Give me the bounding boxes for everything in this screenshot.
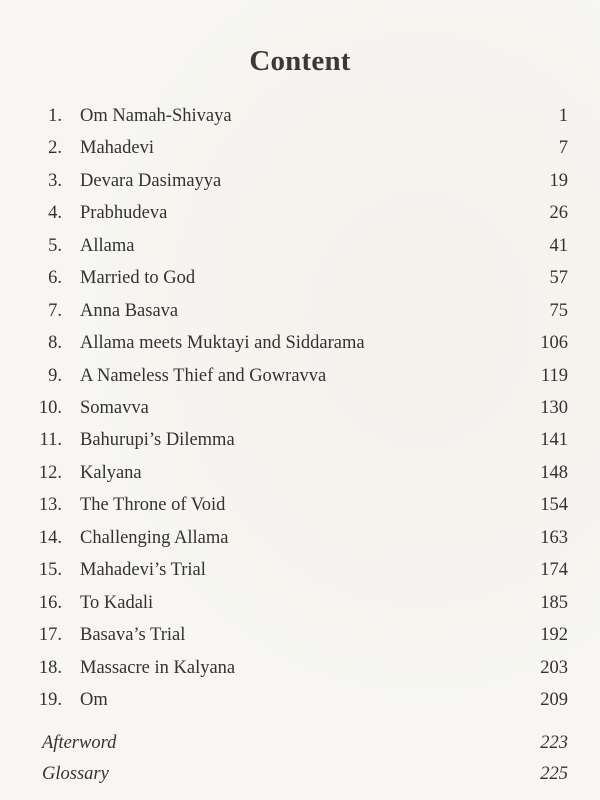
chapter-number: 10. [38, 398, 62, 418]
toc-entry [0, 427, 600, 453]
page-number: 75 [549, 301, 568, 321]
chapter-title: Kalyana [80, 463, 142, 483]
chapter-title: Om Namah-Shivaya [80, 106, 232, 126]
chapter-title: Om [80, 690, 108, 710]
page-number: 41 [549, 236, 568, 256]
chapter-number: 2. [48, 138, 62, 158]
chapter-title: A Nameless Thief and Gowravva [80, 366, 327, 386]
chapter-title: Somavva [80, 398, 149, 418]
page-number: 141 [540, 430, 568, 450]
toc-entry-glossary [0, 761, 600, 787]
page-number: 185 [540, 593, 568, 613]
chapter-number: 13. [38, 495, 62, 515]
chapter-title: Mahadevi’s Trial [80, 560, 206, 580]
page-number: 106 [540, 333, 568, 353]
chapter-title: To Kadali [80, 593, 154, 613]
toc-entry [0, 590, 600, 616]
chapter-number: 3. [48, 171, 62, 191]
chapter-title: Allama meets Muktayi and Siddarama [80, 333, 365, 353]
chapter-number: 8. [48, 333, 62, 353]
chapter-title: Prabhudeva [80, 203, 168, 223]
toc-entry [0, 265, 600, 291]
chapter-title: Basava’s Trial [80, 625, 186, 645]
chapter-number: 11. [39, 430, 62, 450]
toc-entry [0, 330, 600, 356]
page-number: 174 [540, 560, 568, 580]
page-number: 148 [540, 463, 568, 483]
page-number: 223 [540, 733, 568, 753]
toc-entry [0, 460, 600, 486]
toc-entry [0, 557, 600, 583]
chapter-number: 5. [48, 236, 62, 256]
chapter-number: 17. [38, 625, 62, 645]
toc-entry [0, 298, 600, 324]
toc-entry [0, 233, 600, 259]
page-number: 203 [540, 658, 568, 678]
page-title: Content [249, 45, 351, 78]
chapter-number: 12. [38, 463, 62, 483]
chapter-number: 16. [38, 593, 62, 613]
chapter-number: 4. [48, 203, 62, 223]
chapter-title: Anna Basava [80, 301, 179, 321]
toc-entry [0, 363, 600, 389]
chapter-number: 6. [48, 268, 62, 288]
chapter-number: 15. [38, 560, 62, 580]
toc-entry [0, 525, 600, 551]
page-number: 154 [540, 495, 568, 515]
chapter-title: Challenging Allama [80, 528, 229, 548]
chapter-title: Massacre in Kalyana [80, 658, 236, 678]
page-number: 26 [549, 203, 568, 223]
chapter-number: 9. [48, 366, 62, 386]
chapter-number: 14. [38, 528, 62, 548]
toc-entry [0, 655, 600, 681]
page-number: 119 [540, 366, 568, 386]
toc-entry [0, 168, 600, 194]
chapter-number: 7. [48, 301, 62, 321]
chapter-title: Bahurupi’s Dilemma [80, 430, 235, 450]
page-number: 130 [540, 398, 568, 418]
chapter-title: Mahadevi [80, 138, 154, 158]
page-number: 7 [558, 138, 568, 158]
back-matter-title: Afterword [42, 733, 117, 753]
toc-entry-afterword [0, 730, 600, 756]
chapter-number: 19. [38, 690, 62, 710]
page-number: 163 [540, 528, 568, 548]
chapter-title: Devara Dasimayya [80, 171, 222, 191]
page-number: 19 [549, 171, 568, 191]
toc-entry [0, 135, 600, 161]
page-number: 1 [558, 106, 568, 126]
back-matter-title: Glossary [42, 764, 109, 784]
chapter-title: The Throne of Void [80, 495, 226, 515]
toc-entry [0, 687, 600, 713]
toc-entry [0, 622, 600, 648]
chapter-title: Married to God [80, 268, 196, 288]
toc-entry [0, 200, 600, 226]
page-number: 192 [540, 625, 568, 645]
toc-entry [0, 103, 600, 129]
page-number: 225 [540, 764, 568, 784]
chapter-number: 1. [48, 106, 62, 126]
toc-entry [0, 492, 600, 518]
toc-entry [0, 395, 600, 421]
chapter-number: 18. [38, 658, 62, 678]
page-number: 209 [540, 690, 568, 710]
chapter-title: Allama [80, 236, 135, 256]
page-number: 57 [549, 268, 568, 288]
